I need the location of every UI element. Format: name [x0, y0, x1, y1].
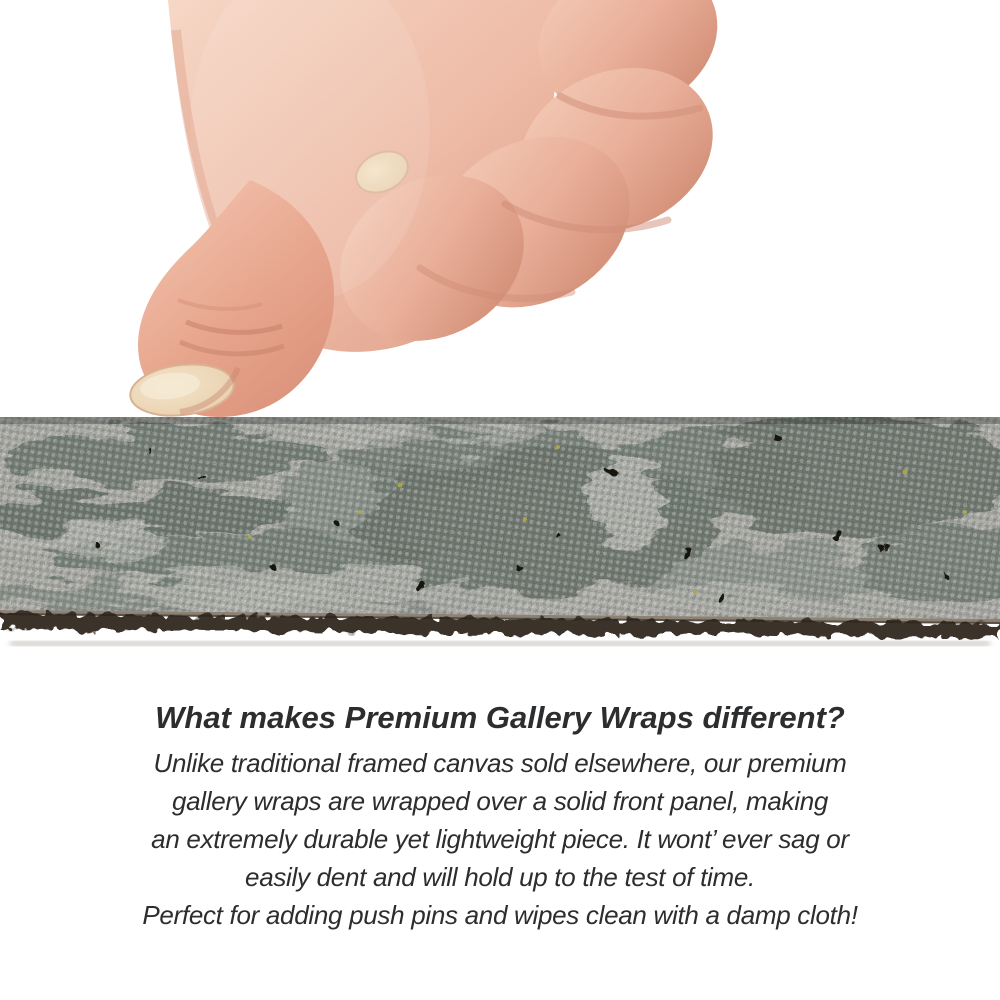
- hand-pressing-photo: [0, 0, 1000, 420]
- info-text-block: [0, 696, 1000, 934]
- info-line: Unlike traditional framed canvas sold elsewhere, our premium: [153, 748, 847, 778]
- info-line: easily dent and will hold up to the test of time.: [245, 862, 755, 892]
- canvas-edge-strip: [0, 417, 1000, 657]
- strip-shadow: [10, 641, 990, 646]
- canvas-face: [0, 417, 1000, 621]
- info-line: Perfect for adding push pins and wipes clean with a damp cloth!: [142, 900, 858, 930]
- info-heading: What makes Premium Gallery Wraps different?: [155, 700, 845, 735]
- info-line: an extremely durable yet lightweight piece. It wont’ ever sag or: [151, 824, 849, 854]
- info-line: gallery wraps are wrapped over a solid front panel, making: [171, 786, 829, 816]
